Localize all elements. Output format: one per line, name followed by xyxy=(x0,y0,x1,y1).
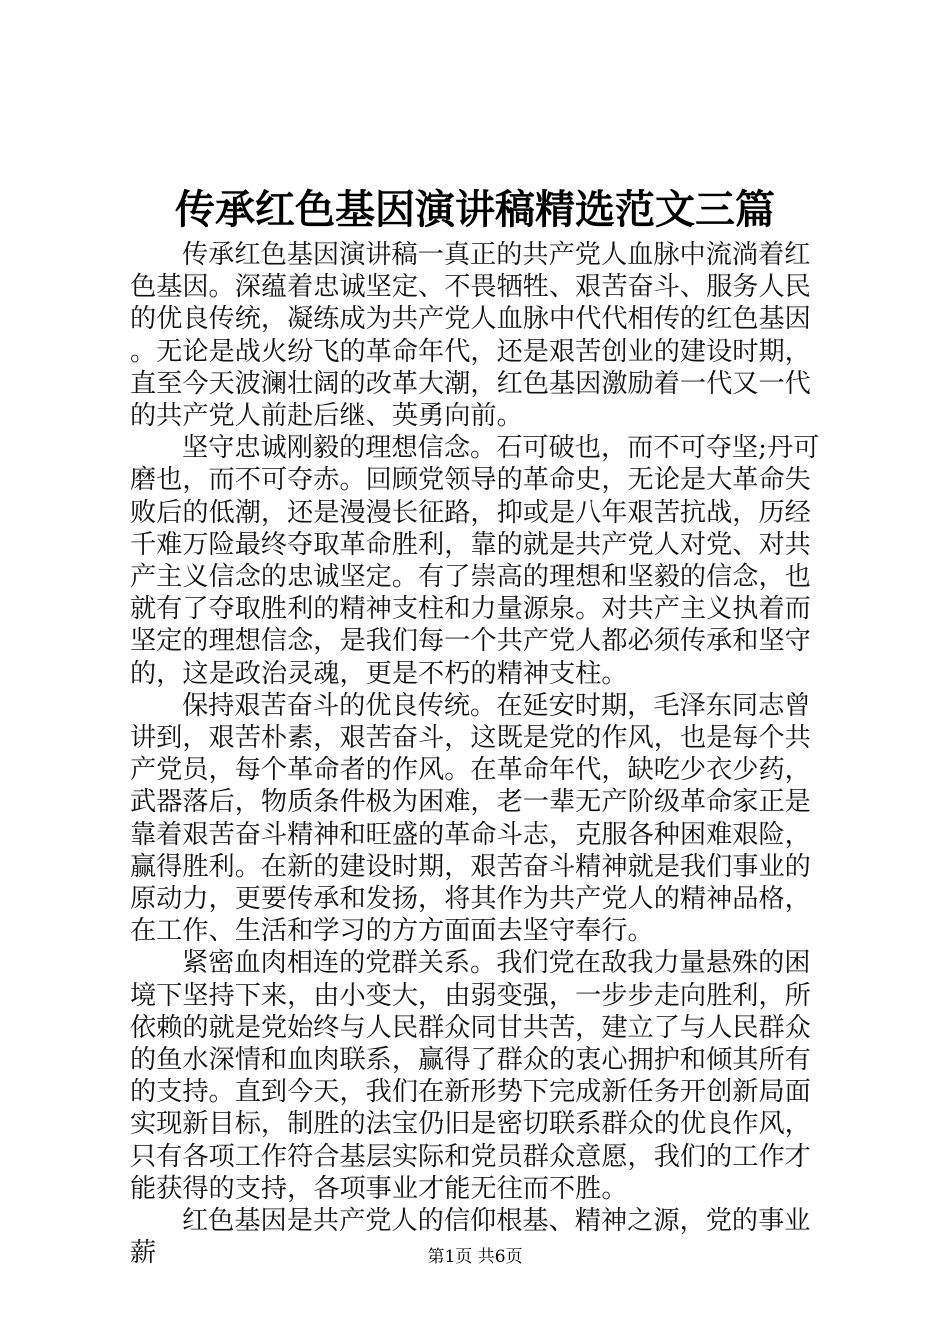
paragraph-3: 保持艰苦奋斗的优良传统。在延安时期，毛泽东同志曾讲到，艰苦朴素，艰苦奋斗，这既是党的作风，也是每个共产党员，每个革命者的作风。在革命年代，缺吃少衣少药，武器落后，物质条件极为困难，老一辈无产阶级革命家正是靠着艰苦奋斗精神和旺盛的革命斗志，克服各种困难艰险，赢得胜利。在新的建设时期，艰苦奋斗精神就是我们事业的原动力，更要传承和发扬，将其作为共产党人的精神品格，在工作、生活和学习的方方面面去坚守奉行。 xyxy=(130,690,811,947)
paragraph-2: 坚守忠诚刚毅的理想信念。石可破也，而不可夺坚;丹可磨也，而不可夺赤。回顾党领导的革命史，无论是大革命失败后的低潮，还是漫漫长征路，抑或是八年艰苦抗战，历经千难万险最终夺取革命胜利，靠的就是共产党人对党、对共产主义信念的忠诚坚定。有了崇高的理想和坚毅的信念，也就有了夺取胜利的精神支柱和力量源泉。对共产主义执着而坚定的理想信念，是我们每一个共产党人都必须传承和坚守的，这是政治灵魂，更是不朽的精神支柱。 xyxy=(130,433,820,689)
document-body xyxy=(130,239,830,1270)
paragraph-4: 紧密血肉相连的党群关系。我们党在敌我力量悬殊的困境下坚持下来，由小变大，由弱变强，一步步走向胜利，所依赖的就是党始终与人民群众同甘共苦，建立了与人民群众的鱼水深情和血肉联系，赢得了群众的衷心拥护和倾其所有的支持。直到今天，我们在新形势下完成新任务开创新局面实现新目标，制胜的法宝仍旧是密切联系群众的优良作风，只有各项工作符合基层实际和党员群众意愿，我们的工作才能获得的支持，各项事业才能无往而不胜。 xyxy=(130,948,811,1204)
paragraph-1: 传承红色基因演讲稿一真正的共产党人血脉中流淌着红色基因。深蕴着忠诚坚定、不畏牺牲、艰苦奋斗、服务人民的优良传统，凝练成为共产党人血脉中代代相传的红色基因。无论是战火纷飞的革命年代，还是艰苦创业的建设时期，直至今天波澜壮阔的改革大潮，红色基因激励着一代又一代的共产党人前赴后继、英勇向前。 xyxy=(130,240,811,432)
document-title: 传承红色基因演讲稿精选范文三篇 xyxy=(175,186,775,233)
paragraph-5: 红色基因是共产党人的信仰根基、精神之源，党的事业薪 xyxy=(130,1206,811,1269)
page-number-footer: 第1页 共6页 xyxy=(427,1247,523,1267)
